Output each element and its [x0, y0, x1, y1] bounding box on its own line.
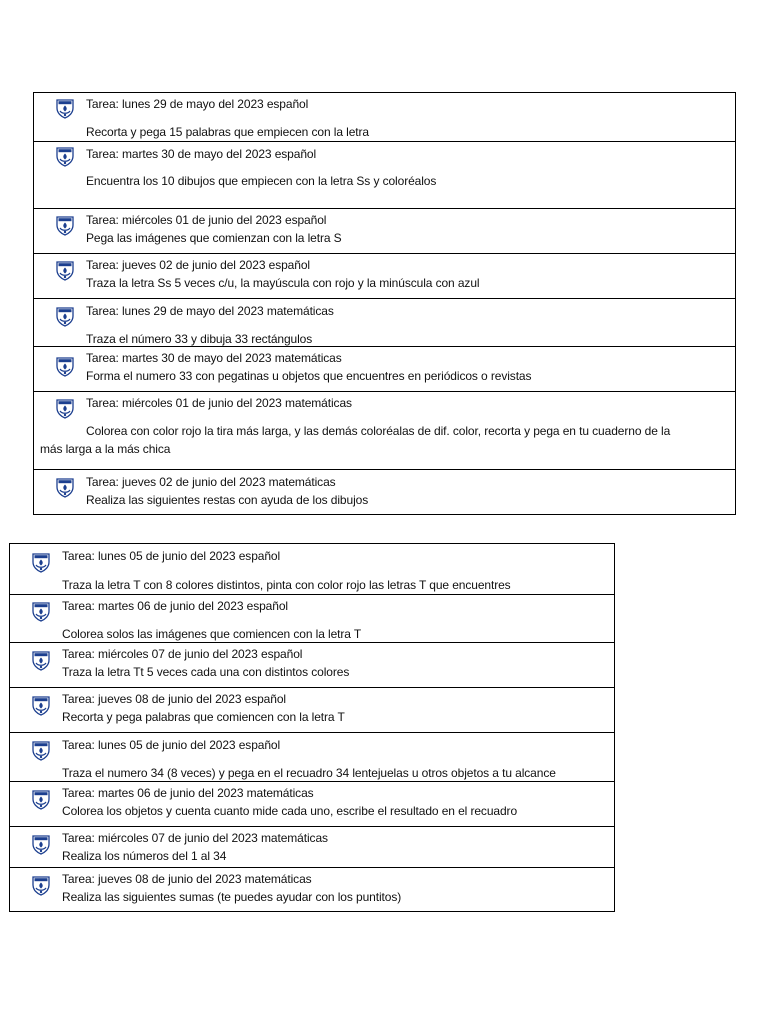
table-row: [34, 93, 735, 141]
task-title: Tarea: jueves 02 de junio del 2023 español: [86, 258, 310, 272]
table-row: [34, 298, 735, 346]
table-row: [10, 732, 614, 781]
task-title: Tarea: miércoles 01 de junio del 2023 matemáticas: [86, 396, 352, 410]
table-row: [10, 687, 614, 732]
task-title: Tarea: martes 30 de mayo del 2023 español: [86, 147, 317, 161]
task-description-line-1: Colorea con color rojo la tira más larga, y las demás coloréalas de dif. color, recorta y pega en tu cuaderno de la: [86, 424, 671, 438]
task-title: Tarea: lunes 05 de junio del 2023 español: [62, 549, 281, 563]
table-row: [10, 544, 614, 594]
table-row: [34, 141, 735, 208]
task-title: Tarea: miércoles 07 de junio del 2023 español: [62, 647, 303, 661]
task-title: Tarea: martes 06 de junio del 2023 matemáticas: [62, 786, 314, 800]
school-crest-icon: [32, 696, 50, 716]
task-description: Realiza las siguientes restas con ayuda de los dibujos: [86, 493, 369, 507]
table-row: [34, 208, 735, 253]
task-title: Tarea: lunes 05 de junio del 2023 español: [62, 738, 281, 752]
school-crest-icon: [56, 307, 74, 327]
task-description: Forma el numero 33 con pegatinas u objetos que encuentres en periódicos o revistas: [86, 369, 532, 383]
school-crest-icon: [32, 835, 50, 855]
task-description: Recorta y pega palabras que comiencen con la letra T: [62, 710, 345, 724]
school-crest-icon: [32, 553, 50, 573]
table-row: [10, 642, 614, 687]
task-title: Tarea: lunes 29 de mayo del 2023 matemáticas: [86, 304, 334, 318]
task-description: Pega las imágenes que comienzan con la letra S: [86, 231, 342, 245]
table-row: [34, 469, 735, 515]
task-description: Traza la letra Tt 5 veces cada una con distintos colores: [62, 665, 350, 679]
task-description: Traza el numero 34 (8 veces) y pega en el recuadro 34 lentejuelas u otros objetos a tu alcance: [62, 766, 556, 780]
task-title: Tarea: jueves 08 de junio del 2023 matemáticas: [62, 872, 312, 886]
task-title: Tarea: martes 06 de junio del 2023 español: [62, 599, 288, 613]
school-crest-icon: [56, 216, 74, 236]
task-description: Realiza los números del 1 al 34: [62, 849, 227, 863]
school-crest-icon: [32, 790, 50, 810]
table-row: [10, 781, 614, 826]
task-description: Colorea solos las imágenes que comiencen con la letra T: [62, 627, 362, 641]
task-description: Traza el número 33 y dibuja 33 rectángulos: [86, 332, 313, 346]
task-description: Colorea los objetos y cuenta cuanto mide cada uno, escribe el resultado en el recuadro: [62, 804, 518, 818]
school-crest-icon: [56, 147, 74, 167]
school-crest-icon: [56, 478, 74, 498]
table-row: [10, 867, 614, 912]
task-title: Tarea: martes 30 de mayo del 2023 matemáticas: [86, 351, 342, 365]
table-row: [10, 594, 614, 642]
task-description: Traza la letra Ss 5 veces c/u, la mayúscula con rojo y la minúscula con azul: [86, 276, 480, 290]
task-description-line-2: más larga a la más chica: [40, 442, 171, 456]
table-row: [34, 253, 735, 298]
homework-table-2: [9, 543, 615, 912]
school-crest-icon: [32, 876, 50, 896]
school-crest-icon: [32, 602, 50, 622]
task-description: Traza la letra T con 8 colores distintos, pinta con color rojo las letras T que encuentres: [62, 578, 511, 592]
task-title: Tarea: jueves 02 de junio del 2023 matemáticas: [86, 475, 336, 489]
homework-table-1: [33, 92, 736, 515]
school-crest-icon: [56, 357, 74, 377]
task-description: Encuentra los 10 dibujos que empiecen con la letra Ss y coloréalos: [86, 174, 437, 188]
school-crest-icon: [56, 399, 74, 419]
table-row: [34, 346, 735, 391]
task-title: Tarea: jueves 08 de junio del 2023 español: [62, 692, 286, 706]
school-crest-icon: [32, 741, 50, 761]
task-title: Tarea: lunes 29 de mayo del 2023 español: [86, 97, 309, 111]
school-crest-icon: [56, 261, 74, 281]
school-crest-icon: [56, 99, 74, 119]
task-description: Realiza las siguientes sumas (te puedes ayudar con los puntitos): [62, 890, 402, 904]
task-description: Recorta y pega 15 palabras que empiecen con la letra: [86, 125, 369, 139]
table-row: [10, 826, 614, 867]
task-title: Tarea: miércoles 01 de junio del 2023 español: [86, 213, 327, 227]
school-crest-icon: [32, 651, 50, 671]
table-row: [34, 391, 735, 469]
task-title: Tarea: miércoles 07 de junio del 2023 matemáticas: [62, 831, 328, 845]
